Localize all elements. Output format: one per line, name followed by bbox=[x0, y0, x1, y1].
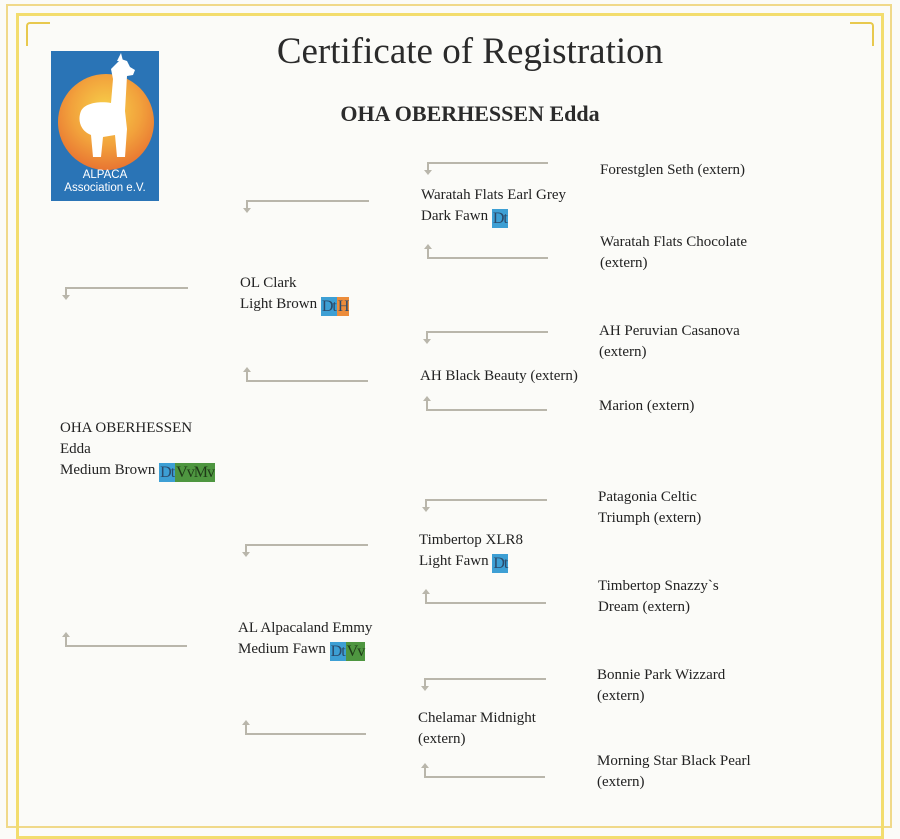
great-grandparent-node bbox=[598, 576, 719, 618]
dam-badges bbox=[330, 641, 366, 660]
gene-badge: Dt bbox=[492, 210, 507, 227]
dam-dam-name-line2: (extern) bbox=[418, 731, 466, 747]
certificate-title: Certificate of Registration bbox=[276, 31, 664, 72]
dam-sire-badges bbox=[492, 553, 508, 572]
ggp-line1: Marion (extern) bbox=[599, 398, 695, 414]
ggp-line2: (extern) bbox=[600, 255, 648, 271]
animal-name-line1: OHA OBERHESSEN bbox=[60, 420, 193, 436]
animal-name-line2: Edda bbox=[60, 441, 91, 457]
alpaca-association-logo bbox=[51, 51, 159, 201]
dam-sire-node bbox=[419, 530, 523, 573]
great-grandparent-node bbox=[597, 751, 751, 793]
ggp-line1: Timbertop Snazzy`s bbox=[598, 578, 719, 594]
gene-badge: Dt bbox=[493, 555, 508, 572]
sire-name: OL Clark bbox=[240, 275, 297, 291]
great-grandparent-node bbox=[597, 665, 725, 707]
animal-badges bbox=[159, 462, 215, 481]
great-grandparent-node bbox=[599, 396, 694, 417]
ggp-line2: (extern) bbox=[599, 344, 647, 360]
sire-sire-color: Dark Fawn bbox=[421, 208, 489, 224]
dam-dam-node bbox=[418, 708, 536, 750]
dam-dam-name-line1: Chelamar Midnight bbox=[418, 710, 536, 726]
sire-sire-node bbox=[421, 185, 566, 228]
sire-node bbox=[240, 273, 349, 316]
ggp-line2: (extern) bbox=[597, 688, 645, 704]
sire-badges bbox=[321, 296, 350, 315]
ggp-line2: Dream (extern) bbox=[598, 599, 691, 615]
gene-badge: VvMv bbox=[176, 464, 214, 481]
ggp-line2: (extern) bbox=[597, 774, 645, 790]
ggp-line2: Triumph (extern) bbox=[598, 510, 702, 526]
ggp-line1: Morning Star Black Pearl bbox=[597, 753, 751, 769]
ggp-line1: Patagonia Celtic bbox=[598, 489, 697, 505]
gene-badge: Dt bbox=[330, 643, 345, 660]
dam-node bbox=[238, 618, 372, 661]
animal-name-heading: OHA OBERHESSEN Edda bbox=[340, 101, 600, 126]
gene-badge: Vv bbox=[346, 643, 365, 660]
animal-node bbox=[60, 418, 215, 482]
great-grandparent-node bbox=[600, 160, 745, 181]
dam-sire-name: Timbertop XLR8 bbox=[419, 532, 524, 548]
sire-dam-name: AH Black Beauty (extern) bbox=[420, 368, 578, 384]
great-grandparent-node bbox=[599, 321, 740, 363]
great-grandparent-node bbox=[598, 487, 701, 529]
dam-sire-color: Light Fawn bbox=[419, 553, 489, 569]
sire-color: Light Brown bbox=[240, 296, 318, 312]
sire-sire-badges bbox=[492, 208, 508, 227]
gene-badge: H bbox=[337, 298, 349, 315]
ggp-line1: Forestglen Seth (extern) bbox=[600, 162, 745, 178]
great-grandparent-node bbox=[600, 232, 747, 274]
ggp-line1: Waratah Flats Chocolate bbox=[600, 234, 748, 250]
sire-sire-name: Waratah Flats Earl Grey bbox=[421, 187, 566, 203]
sire-dam-node bbox=[420, 366, 578, 387]
logo-text-line2: Association e.V. bbox=[64, 182, 146, 194]
gene-badge: Dt bbox=[160, 464, 175, 481]
logo-text-line1: ALPACA bbox=[82, 169, 128, 181]
dam-color: Medium Fawn bbox=[238, 641, 326, 657]
dam-name: AL Alpacaland Emmy bbox=[238, 620, 373, 636]
gene-badge: Dt bbox=[321, 298, 336, 315]
ggp-line1: AH Peruvian Casanova bbox=[599, 323, 740, 339]
ggp-line1: Bonnie Park Wizzard bbox=[597, 667, 726, 683]
animal-color: Medium Brown bbox=[60, 462, 156, 478]
